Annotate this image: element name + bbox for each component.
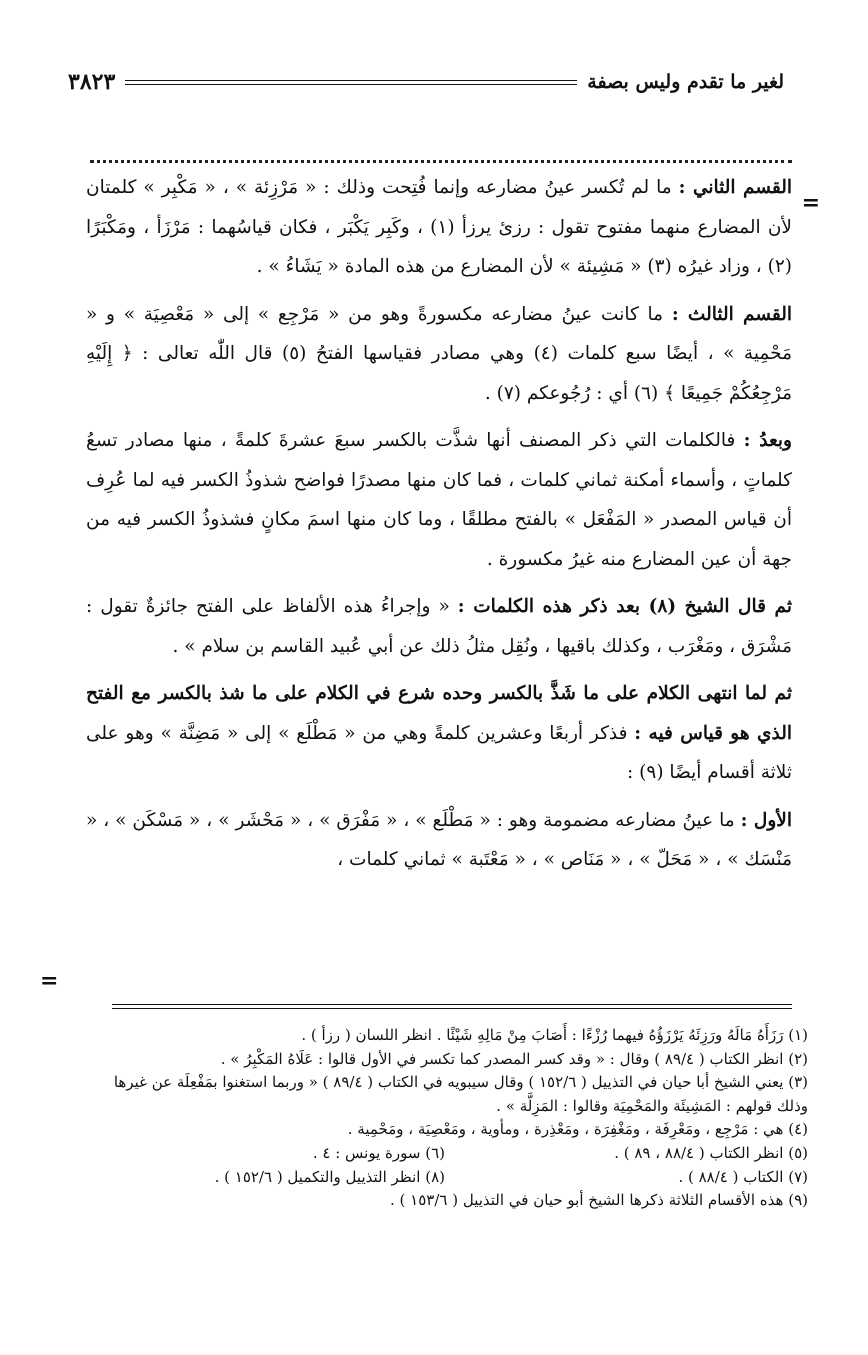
footnote-1: (١) رَزَأَهُ مَالَهُ ورَزِئَهُ يَرْزَؤُهُ فيهما رُزْءًا : أَصَابَ مِنْ مَالِهِ شَيْئًا . انظر اللسان ( رزأ ) . [301,1026,808,1044]
footnote-row [82,1166,808,1190]
paragraph-body: ما كانت عينُ مضارعه مكسورةً وهو من « مَرْجِع » إلى « مَعْصِيَة » و « مَحْمِية » ، أيضًا سبع كلمات (٤) وهي مصادر فقياسها الفتحُ (٥) قال اللّٰه تعالى : ﴿ إِلَيْهِ مَرْجِعُكُمْ جَمِيعًا ﴾ (٦) أي : رُجُوعكم (٧) . [86,303,792,404]
footnote-5: (٥) انظر الكتاب ( ٨٨/٤ ، ٨٩ ) . [614,1143,808,1162]
paragraph-first [86,801,792,880]
footnote-6: (٦) سورة يونس : ٤ . [312,1143,445,1162]
footnote-3: (٣) يعني الشيخ أبا حيان في التذييل ( ١٥٢/٦ ) وقال سيبويه في الكتاب ( ٨٩/٤ ) « وربما استغنوا بمَفْعِلَة عن غيرها وذلك قولهم : المَشِيئَة والمَحْمِيَة وقالوا : المَزِلَّة » . [113,1073,808,1115]
paragraph-body: ما عينُ مضارعه مضمومة وهو : « مَطْلَع » ، « مَفْرَق » ، « مَحْشَر » ، « مَسْكَن » ، « مَنْسَك » ، « مَحَلّ » ، « مَنَاص » ، « مَعْتَبة » ثماني كلمات ، [86,809,792,870]
footnotes [82,1024,808,1213]
dotted-separator [90,140,792,163]
footnote-7: (٧) الكتاب ( ٨٨/٤ ) . [678,1167,808,1186]
paragraph-lead: ثم قال الشيخ (٨) بعد ذكر هذه الكلمات : [457,596,793,617]
paragraph-kasr-fath [86,674,792,793]
margin-mark-top: = [801,190,820,216]
footnote-2: (٢) انظر الكتاب ( ٨٩/٤ ) وقال : « وقد كسر المصدر كما تكسر في الأول قالوا : عَلَاهُ المَكْبِرُ » . [220,1049,808,1068]
footnote-row [82,1142,808,1166]
paragraph-lead: وبعدُ : [743,430,792,451]
paragraph-lead: القسم الثالث : [671,303,792,325]
margin-mark-bottom: = [40,968,59,994]
paragraph-lead: القسم الثاني : [678,177,792,198]
paragraph-section-two [86,168,792,287]
page-header [68,64,784,100]
paragraph-section-three [86,295,792,414]
footnote-4: (٤) هي : مَرْجِع ، ومَعْرِفَة ، ومَغْفِرَة ، ومَعْذِرة ، ومأوية ، ومَعْصِيَة ، ومَحْمِية . [347,1120,808,1139]
footnote-rule [112,1004,792,1009]
paragraph-sheikh-quote [86,587,792,666]
paragraph-body: فذكر أربعًا وعشرين كلمةً وهي من « مَطْلَع » إلى « مَضِنَّة » وهو على ثلاثة أقسام أيضًا (٩) : [86,722,792,783]
paragraph-body: « وإجراءُ هذه الألفاظ على الفتح جائزةٌ تقول : مَشْرَق ، ومَغْرَب ، وكذلك باقيها ، ونُقِل مثلُ ذلك عن أبي عُبيد القاسم بن سلام » . [86,596,792,657]
page-number: ٣٨٢٣ [68,69,116,95]
paragraph-lead: الأول : [740,809,792,831]
paragraph-body: ما لم تُكسر عينُ مضارعه وإنما فُتِحت وذلك : « مَرْزِئة » ، « مَكْبِر » كلمتان لأن المضارع منهما مفتوح تقول : رزئ يرزأ (١) ، وكَبِر يَكْبَر ، فكان قياسُهما : مَرْزَأ ، ومَكْبَرًا (٢) ، وزاد غيرُه (٣) « مَشِيئة » لأن المضارع من هذه المادة « يَشَاءُ » . [86,177,792,277]
paragraph-lead: ثم لما انتهى الكلام على ما شَذَّ بالكسر وحده شرع في الكلام على ما شذ بالكسر مع الفتح الذي هو قياس فيه : [86,683,792,744]
running-title: لغير ما تقدم وليس بصفة [587,71,784,93]
main-text [86,168,792,888]
footnote-8: (٨) انظر التذييل والتكميل ( ١٥٢/٦ ) . [214,1167,445,1186]
paragraph-body: فالكلمات التي ذكر المصنف أنها شذَّت بالكسر سبعَ عشرةَ كلمةً ، منها مصادر تسعُ كلماتٍ ، وأسماء أمكنة ثماني كلمات ، فما كان منها مصدرًا فواضح شذوذُ الكسر فيه لما عُرِف أن قياس المصدر « المَفْعَل » بالفتح مطلقًا ، وما كان منها اسمَ مكانٍ فشذوذُ الكسر فيه من جهة أن عين المضارع منه غيرُ مكسورة . [86,430,792,570]
header-rule [125,80,577,85]
paragraph-afterward [86,421,792,579]
footnote-9: (٩) هذه الأقسام الثلاثة ذكرها الشيخ أبو حيان في التذييل ( ١٥٣/٦ ) . [390,1191,808,1210]
